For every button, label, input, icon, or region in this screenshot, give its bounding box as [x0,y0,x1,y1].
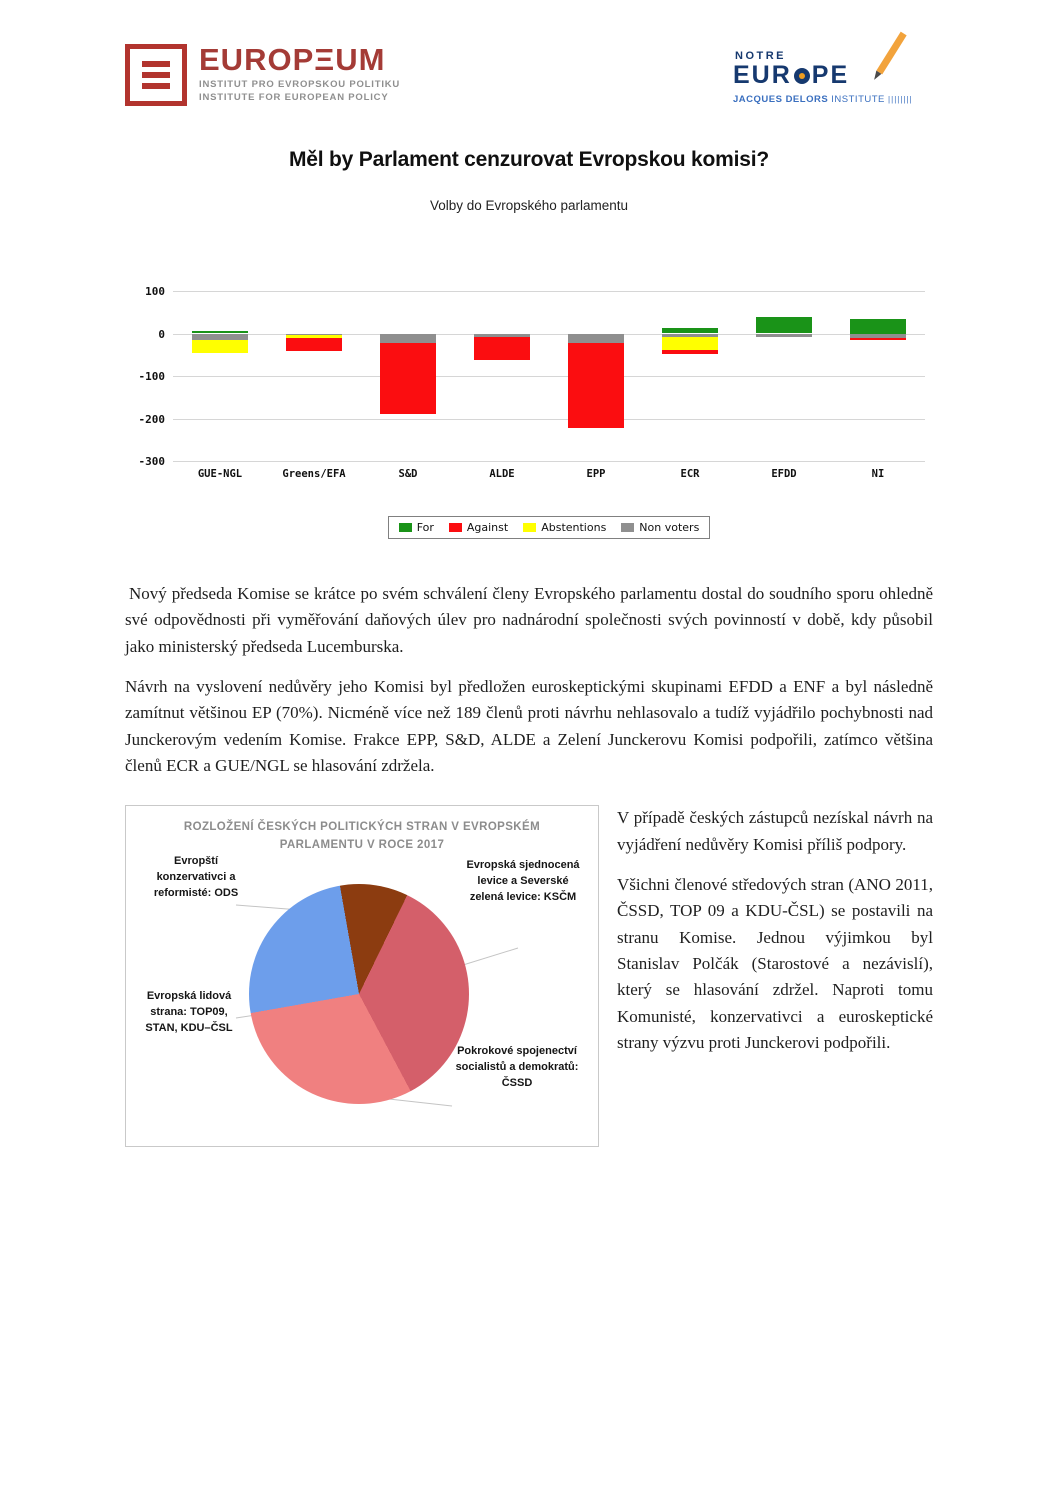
bar-segment [662,337,718,350]
legend-label: For [416,521,434,534]
legend-label: Against [466,521,509,534]
legend-item [399,521,434,534]
jacques-delors-institute-logo [733,44,933,105]
x-axis-category-label: EPP [586,468,606,480]
jacques-delors-label: JACQUES DELORS [733,93,829,105]
bar-segment [850,338,906,340]
y-axis-tick-label: -100 [138,370,165,383]
gridline [173,419,925,420]
right-text-column [617,805,933,1056]
bar-segment [192,340,248,353]
pie-chart-title: ROZLOŽENÍ ČESKÝCH POLITICKÝCH STRAN V EVROPSKÉM PARLAMENTU V ROCE 2017 [183,821,541,852]
europeum-logo [125,44,400,106]
x-axis-category-label: GUE-NGL [197,468,243,480]
bar-chart-legend [388,516,711,539]
bar-segment [662,350,718,354]
globe-dot-icon [794,68,810,84]
two-column-section [125,805,933,1147]
pie-label-cssd: Pokrokové spojenectví socialistů a demokratů: ČSSD [455,1045,579,1090]
bar-chart-plot-area [138,285,925,468]
legend-swatch-icon [523,523,536,532]
europeum-logo-mark-icon [125,44,187,106]
bar-segment [380,334,436,343]
x-axis-category-label: Greens/EFA [282,468,346,480]
x-axis-category-label: ALDE [489,468,515,480]
czech-parties-pie-chart [125,805,599,1147]
europe-wordmark [733,62,933,90]
europe-wordmark-right: PE [811,61,850,89]
europe-wordmark-left: EUR [733,61,792,89]
y-axis-tick-label: -200 [138,412,165,426]
bar-segment [474,337,530,360]
pie-label-ods: Evropští konzervativci a reformisté: ODS [153,855,239,900]
masthead [125,0,933,106]
page-subtitle: Volby do Evropského parlamentu [429,198,629,213]
paragraph-czech-support: V případě českých zástupců nezískal návrh na vyjádření nedůvěry Komisi příliš podpory. [617,808,933,854]
legend-label: Non voters [639,521,700,534]
bar-chart-category-axis [173,468,925,480]
legend-label: Abstentions [541,521,607,534]
bar-segment [568,334,624,343]
europeum-subtitle-cz: INSTITUT PRO EVROPSKOU POLITIKU [199,78,401,90]
bar-segment [286,338,342,351]
notre-label: NOTRE [735,50,786,62]
y-axis-tick-label: -300 [138,455,165,468]
paragraph-czech-parties-votes: Všichni členové středových stran (ANO 2011, ČSSD, TOP 09 a KDU-ČSL) se postavili na stranu Komise. Jednou výjimkou byl Stanislav Polčák (Starostové a nezávislí), který se hlasování zdržel. Naproti tomu Komunisté, konzervativci a euroskeptické strany výzvu proti Junckerovi podpořili. [617,875,933,1053]
pie-chart-graphic [249,884,469,1104]
pie-label-epp-parties: Evropská lidová strana: TOP09, STAN, KDU–ČSL [145,990,233,1035]
bar-segment [568,343,624,428]
x-axis-category-label: NI [871,468,885,480]
x-axis-category-label: S&D [398,468,418,480]
page-title: Měl by Parlament cenzurovat Evropskou komisi? [289,148,769,171]
legend-swatch-icon [449,523,462,532]
europeum-logo-text [199,44,400,103]
gridline [173,461,925,462]
bar-chart-legend-wrap [173,516,925,539]
x-axis-category-label: EFDD [771,468,797,480]
y-axis-tick-label: 0 [158,327,165,341]
y-axis-tick-label: 100 [145,285,165,298]
paragraph-censure-motion: Návrh na vyslovení nedůvěry jeho Komisi byl předložen euroskeptickými skupinami EFDD a ENF a byl následně zamítnut většinou EP (70%). Nicméně více než 189 členů proti návrhu nehlasovalo a tudíž vyjádřilo pochybnosti nad Junckerovým vedením Komise. Frakce EPP, S&D, ALDE a Zelení Junckerovu Komisi podpořili, zatímco většina členů ECR a GUE/NGL se hlasování zdržela. [125,677,933,776]
gridline [173,376,925,377]
institute-line [733,94,933,105]
bar-segment [380,343,436,414]
paragraph-commission-dispute: Nový předseda Komise se krátce po svém schválení členy Evropského parlamentu dostal do soudního sporu ohledně své odpovědnosti při vyměřování daňových úlev pro nadnárodní společnosti svých povinností v době, kdy působil jako ministerský předseda Lucemburska. [125,584,933,656]
legend-item [523,521,606,534]
europeum-subtitle-en: INSTITUTE FOR EUROPEAN POLICY [199,91,389,103]
legend-swatch-icon [621,523,634,532]
legend-item [449,521,508,534]
institute-label: INSTITUTE [831,93,885,105]
x-axis-category-label: ECR [680,468,700,480]
legend-swatch-icon [399,523,412,532]
legend-item [621,521,699,534]
bar-segment [850,319,906,334]
censure-vote-bar-chart [125,285,933,539]
tick-marks: |||||||| [888,94,913,104]
bar-segment [756,317,812,333]
gridline [173,291,925,292]
europeum-wordmark: EUROPΞUM [199,42,386,77]
bar-segment [756,334,812,337]
pie-label-kscm: Evropská sjednocená levice a Severské zelená levice: KSČM [466,859,580,904]
